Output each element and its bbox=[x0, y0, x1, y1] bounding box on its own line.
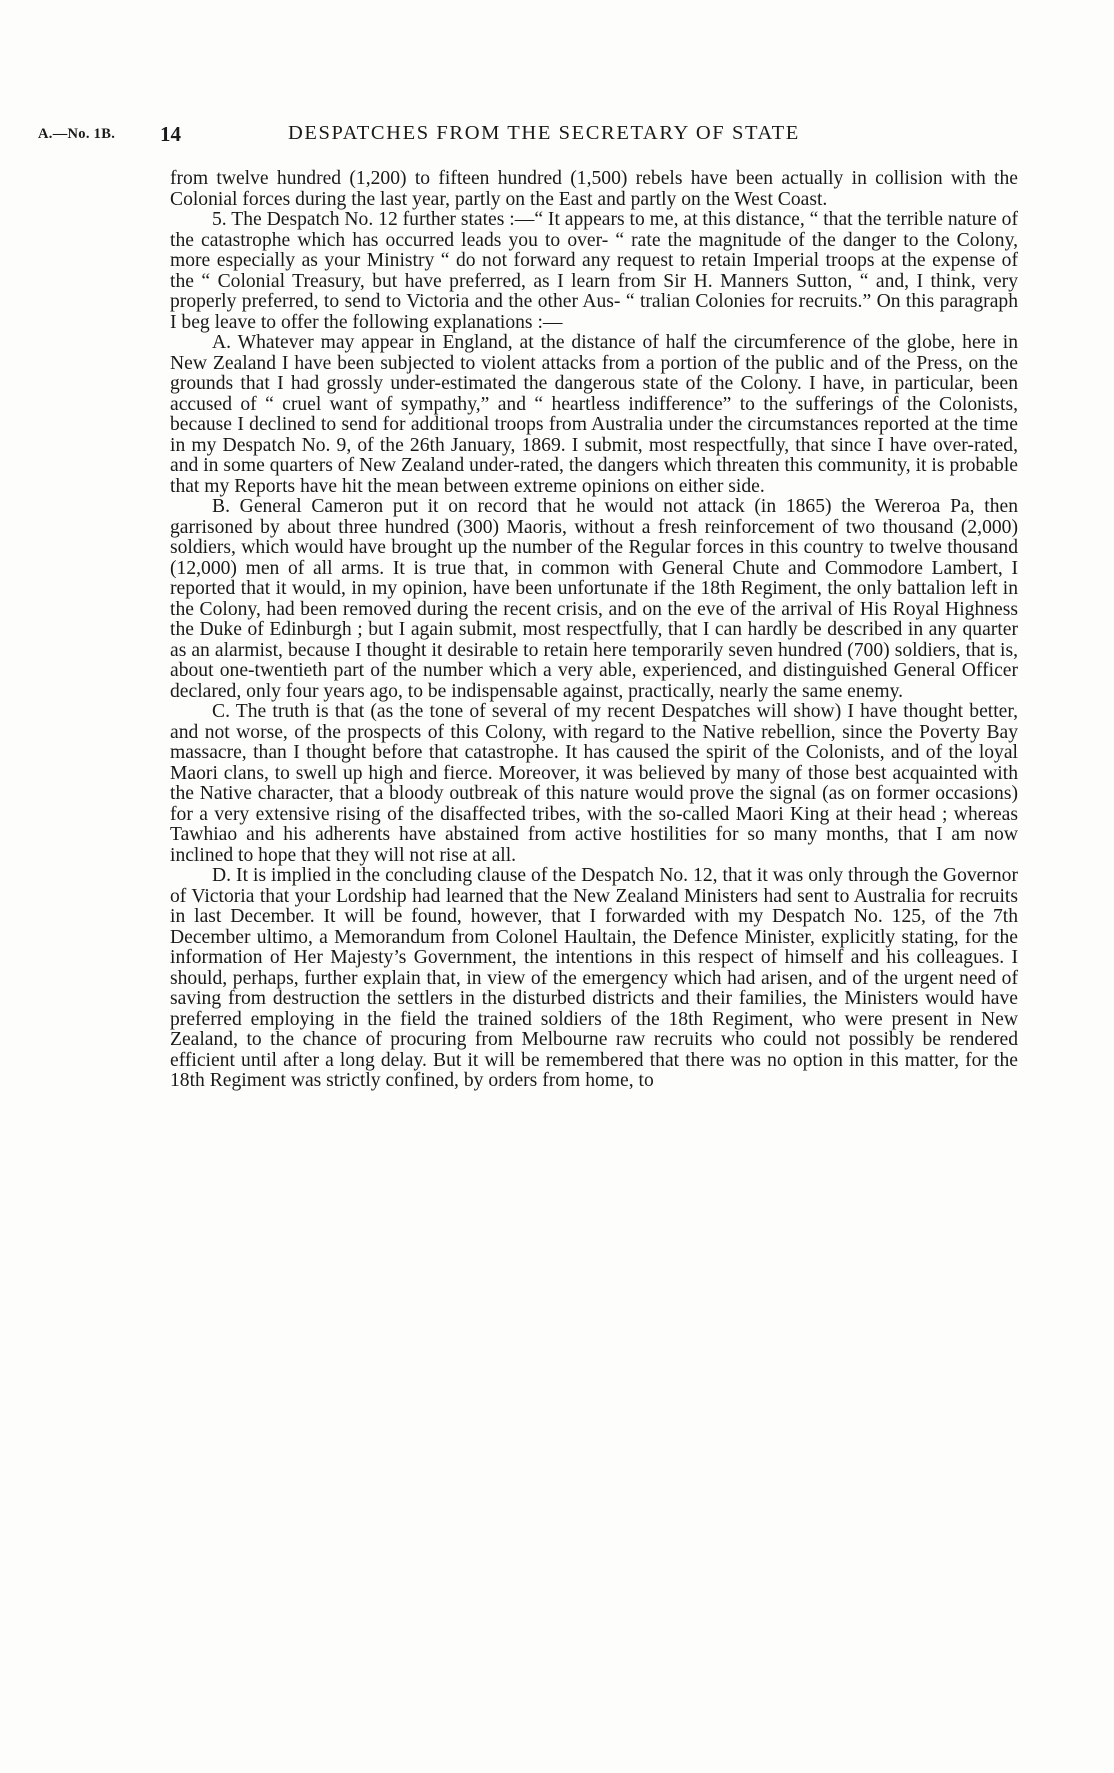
paragraph-c: C. The truth is that (as the tone of several of my recent Despatches will show) I have thought better, and not worse, of the prospects of this Colony, with regard to the Native rebellion, since the Poverty Bay massacre, than I thought before that catastrophe. It has caused the spirit of the Colonists, and of the loyal Maori clans, to swell up high and fierce. Moreover, it was believed by many of those best acquainted with the Native character, that a bloody outbreak of this nature would prove the signal (as on former occasions) for a very extensive rising of the disaffected tribes, with the so-called Maori King at their head ; whereas Tawhiao and his adherents have abstained from active hostilities for so many months, that I am now inclined to hope that they will not rise at all. bbox=[170, 701, 1018, 866]
paragraph-continuation: from twelve hundred (1,200) to fifteen hundred (1,500) rebels have been actually in collision with the Colonial forces during the last year, partly on the East and partly on the West Coast. bbox=[170, 168, 1018, 210]
body-text bbox=[170, 169, 1018, 1092]
paragraph-b: B. General Cameron put it on record that he would not attack (in 1865) the Wereroa Pa, then garrisoned by about three hundred (300) Maoris, without a fresh reinforcement of two thousand (2,000) soldiers, which would have brought up the number of the Regular forces in this country to twelve thousand (12,000) men of all arms. It is true that, in common with General Chute and Commodore Lambert, I reported that it would, in my opinion, have been unfortunate if the 18th Regiment, the only battalion left in the Colony, had been removed during the recent crisis, and on the eve of the arrival of His Royal Highness the Duke of Edinburgh ; but I again submit, most respectfully, that I can hardly be described in any quarter as an alarmist, because I thought it desirable to retain here temporarily seven hundred (700) soldiers, that is, about one-twentieth part of the number which a very able, experienced, and distinguished General Officer declared, only four years ago, to be indispensable against, practically, nearly the same enemy. bbox=[170, 496, 1018, 702]
document-reference: A.—No. 1B. bbox=[38, 126, 116, 142]
paragraph-d: D. It is implied in the concluding clause of the Despatch No. 12, that it was only through the Governor of Victoria that your Lordship had learned that the New Zealand Ministers had sent to Australia for recruits in last December. It will be found, however, that I forwarded with my Despatch No. 125, of the 7th December ultimo, a Memorandum from Colonel Haultain, the Defence Minister, explicitly stating, for the information of Her Majesty’s Government, the intentions in this respect of himself and his colleagues. I should, perhaps, further explain that, in view of the emergency which had arisen, and of the urgent need of saving from destruction the settlers in the disturbed districts and their families, the Ministers would have preferred employing in the field the trained soldiers of the 18th Regiment, who were present in New Zealand, to the chance of procuring from Melbourne raw recruits who could not possibly be rendered efficient until after a long delay. But it will be remembered that there was no option in this matter, for the 18th Regiment was strictly confined, by orders from home, to bbox=[170, 865, 1018, 1091]
page-number: 14 bbox=[160, 122, 181, 146]
page-header bbox=[38, 120, 1038, 150]
running-title: DESPATCHES FROM THE SECRETARY OF STATE bbox=[288, 122, 800, 144]
paragraph-a: A. Whatever may appear in England, at the distance of half the circumference of the globe, here in New Zealand I have been subjected to violent attacks from a portion of the public and of the Press, on the grounds that I had grossly under-estimated the dangerous state of the Colony. I have, in particular, been accused of “ cruel want of sympathy,” and “ heartless indifference” to the sufferings of the Colonists, because I declined to send for additional troops from Australia under the circumstances reported at the time in my Despatch No. 9, of the 26th January, 1869. I submit, most respectfully, that since I have over-rated, and in some quarters of New Zealand under-rated, the dangers which threaten this community, it is probable that my Reports have hit the mean between extreme opinions on either side. bbox=[170, 332, 1018, 497]
paragraph-5: 5. The Despatch No. 12 further states :—“ It appears to me, at this distance, “ that the terrible nature of the catastrophe which has occurred leads you to over- “ rate the magnitude of the danger to the Colony, more especially as your Ministry “ do not forward any request to retain Imperial troops at the expense of the “ Colonial Treasury, but have preferred, as I learn from Sir H. Manners Sutton, “ and, I think, very properly preferred, to send to Victoria and the other Aus- “ tralian Colonies for recruits.” On this paragraph I beg leave to offer the following explanations :— bbox=[170, 209, 1018, 333]
